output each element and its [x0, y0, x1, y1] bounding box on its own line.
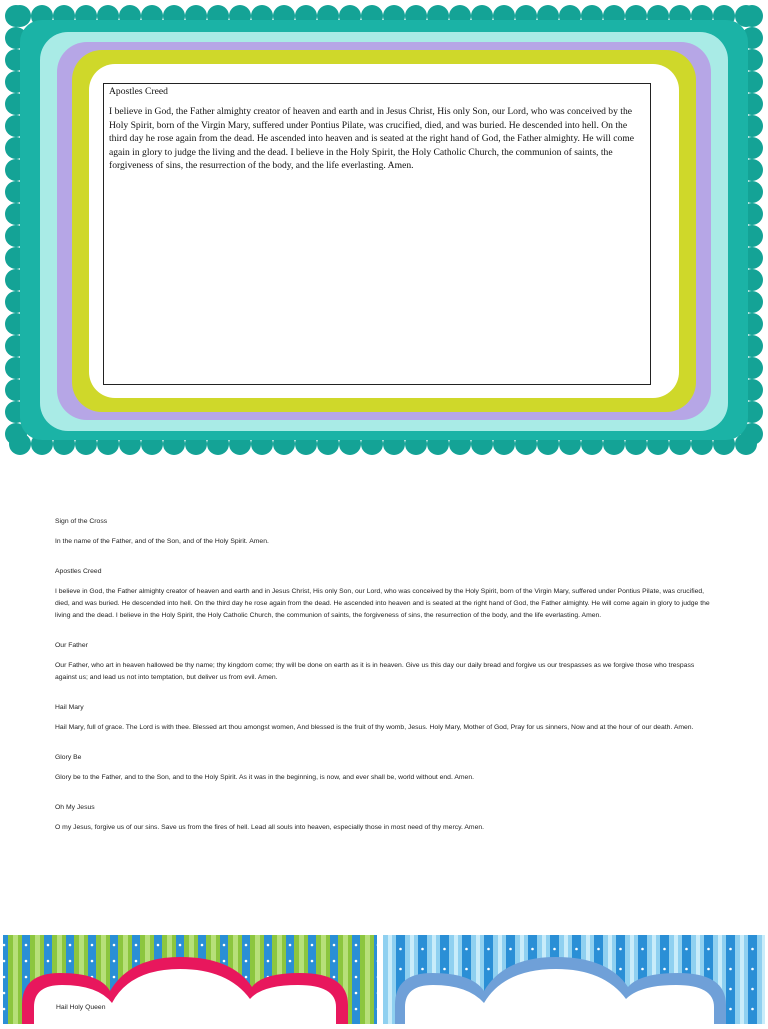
prayer-text: Our Father, who art in heaven hallowed be thy name; thy kingdom come; thy will be done on earth as it is in heaven. Give us this day our daily bread and forgive us our trespasses as we forgive those who trespass against us; and lead us not into temptation, but deliver us from evil. Amen.	[55, 662, 695, 681]
bottom-cards	[0, 935, 768, 1024]
creed-card	[0, 0, 768, 465]
prayer-apostles-creed	[55, 567, 715, 622]
prayer-text: O my Jesus, forgive us of our sins. Save us from the fires of hell. Lead all souls into heaven, especially those in most need of thy mercy. Amen.	[55, 824, 485, 831]
creed-box-text: I believe in God, the Father almighty creator of heaven and earth and in Jesus Christ, His only Son, our Lord, who was conceived by the Holy Spirit, born of the Virgin Mary, suffered under Pontius Pilate, was crucified, died, and was buried. He descended into hell. On the third day he rose again from the dead. He ascended into heaven and is seated at the right hand of God, the Father almighty. He will come again in glory to judge the living and the dead. I believe in the Holy Spirit, the Holy Catholic Church, the communion of saints, the forgiveness of sins, the resurrection of the body, and the life everlasting. Amen.	[109, 106, 634, 171]
bottom-card-art	[0, 935, 768, 1024]
prayer-title: Glory Be	[55, 754, 82, 761]
prayer-sign-of-the-cross	[55, 517, 715, 548]
prayer-hail-mary	[55, 703, 715, 734]
prayer-text: I believe in God, the Father almighty creator of heaven and earth and in Jesus Christ, His only Son, our Lord, who was conceived by the Holy Spirit, born of the Virgin Mary, suffered under Pontius Pilate, was crucified, died, and was buried. He descended into hell. On the third day he rose again from the dead. He ascended into heaven and is seated at the right hand of God, the Father almighty. He will come again in glory to judge the living and the dead. I believe in the Holy Spirit, the Holy Catholic Church, the communion of saints, the forgiveness of sins, the resurrection of the body, and the life everlasting. Amen.	[55, 588, 710, 619]
prayer-glory-be	[55, 753, 715, 784]
prayer-title: Our Father	[55, 642, 88, 649]
prayer-our-father	[55, 641, 715, 684]
creed-box-title: Apostles Creed	[109, 86, 168, 97]
prayer-title: Hail Mary	[55, 704, 84, 711]
prayer-title: Apostles Creed	[55, 568, 102, 575]
scallop-edge	[5, 5, 27, 27]
scallop-edge	[741, 5, 763, 27]
prayer-title: Sign of the Cross	[55, 518, 108, 525]
prayer-title: Oh My Jesus	[55, 804, 95, 811]
prayer-text: Glory be to the Father, and to the Son, and to the Holy Spirit. As it was in the beginning, is now, and ever shall be, world without end. Amen.	[55, 774, 475, 781]
prayer-list	[55, 517, 715, 853]
prayer-text: Hail Mary, full of grace. The Lord is with thee. Blessed art thou amongst women, And blessed is the fruit of thy womb, Jesus. Holy Mary, Mother of God, Pray for us sinners, Now and at the hour of our death. Amen.	[55, 724, 694, 731]
bottom-card-title: Hail Holy Queen	[56, 1004, 106, 1011]
prayer-text: In the name of the Father, and of the Son, and of the Holy Spirit. Amen.	[55, 538, 269, 545]
creed-text-box	[103, 83, 651, 385]
prayer-oh-my-jesus	[55, 803, 715, 834]
